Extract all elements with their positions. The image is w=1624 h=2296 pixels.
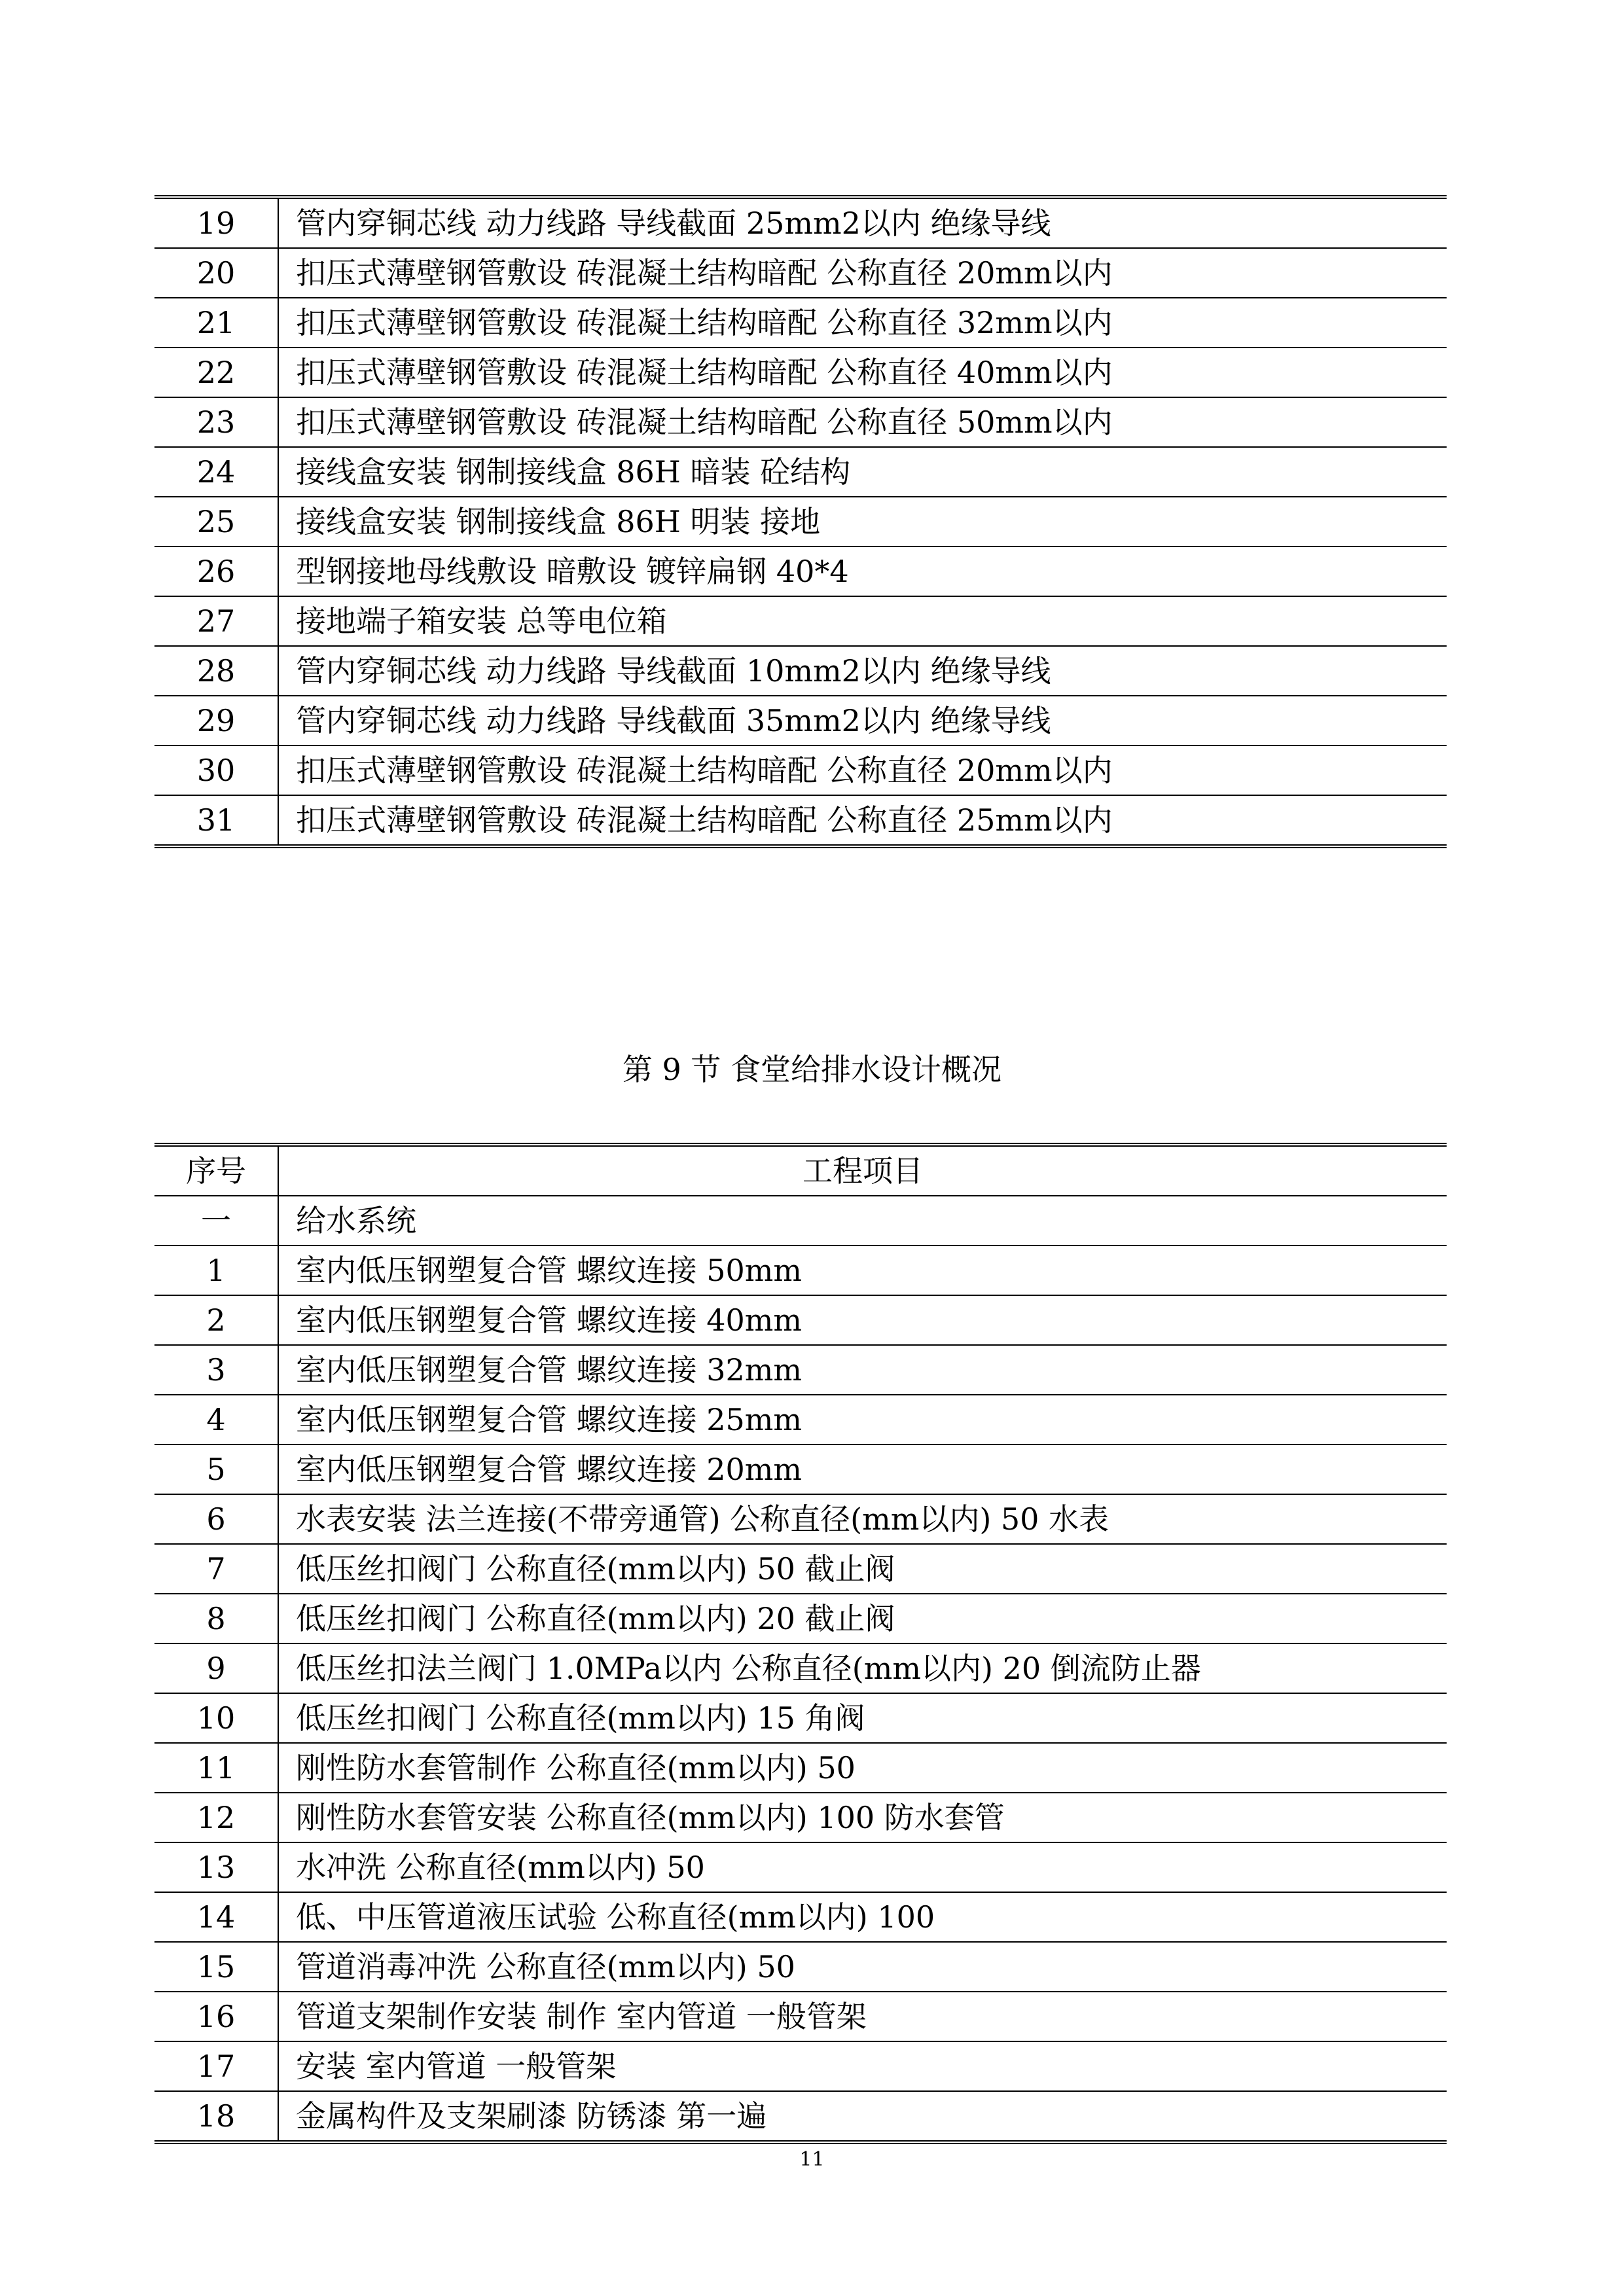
table-row [154, 1892, 1447, 1942]
header-number: 序号 [154, 1145, 278, 1196]
row-number: 28 [154, 646, 278, 696]
row-number: 13 [154, 1842, 278, 1892]
row-number: 31 [154, 795, 278, 846]
row-item: 低压丝扣阀门 公称直径(mm以内) 20 截止阀 [278, 1594, 1447, 1643]
row-item: 水冲洗 公称直径(mm以内) 50 [278, 1842, 1447, 1892]
row-number: 4 [154, 1395, 278, 1444]
row-number: 一 [154, 1196, 278, 1246]
table-row [154, 1942, 1447, 1992]
table-row [154, 745, 1447, 795]
row-item: 扣压式薄壁钢管敷设 砖混凝土结构暗配 公称直径 32mm以内 [278, 298, 1447, 348]
row-number: 9 [154, 1643, 278, 1693]
row-number: 30 [154, 745, 278, 795]
table-row [154, 2041, 1447, 2091]
row-item: 安装 室内管道 一般管架 [278, 2041, 1447, 2091]
row-item: 刚性防水套管安装 公称直径(mm以内) 100 防水套管 [278, 1793, 1447, 1842]
table-row [154, 397, 1447, 447]
row-item: 室内低压钢塑复合管 螺纹连接 32mm [278, 1345, 1447, 1395]
row-number: 23 [154, 397, 278, 447]
row-number: 5 [154, 1444, 278, 1494]
row-item: 水表安装 法兰连接(不带旁通管) 公称直径(mm以内) 50 水表 [278, 1494, 1447, 1544]
row-number: 14 [154, 1892, 278, 1942]
table-row [154, 1395, 1447, 1444]
row-number: 10 [154, 1693, 278, 1743]
row-number: 21 [154, 298, 278, 348]
row-item: 扣压式薄壁钢管敷设 砖混凝土结构暗配 公称直径 50mm以内 [278, 397, 1447, 447]
row-item: 扣压式薄壁钢管敷设 砖混凝土结构暗配 公称直径 20mm以内 [278, 745, 1447, 795]
table-row [154, 1842, 1447, 1892]
table-row [154, 1444, 1447, 1494]
row-number: 29 [154, 696, 278, 745]
table-row [154, 1246, 1447, 1295]
table-row [154, 1196, 1447, 1246]
table-row [154, 248, 1447, 298]
table-row [154, 1743, 1447, 1793]
water-supply-items-table [154, 1143, 1447, 2144]
table-row [154, 348, 1447, 397]
row-item: 接线盒安装 钢制接线盒 86H 暗装 砼结构 [278, 447, 1447, 497]
table-row [154, 795, 1447, 846]
table-header-row [154, 1145, 1447, 1196]
row-number: 25 [154, 497, 278, 547]
row-number: 11 [154, 1743, 278, 1793]
row-number: 18 [154, 2091, 278, 2142]
row-item: 室内低压钢塑复合管 螺纹连接 25mm [278, 1395, 1447, 1444]
row-number: 17 [154, 2041, 278, 2091]
section-title: 第 9 节 食堂给排水设计概况 [622, 1052, 1002, 1087]
row-item: 管道消毒冲洗 公称直径(mm以内) 50 [278, 1942, 1447, 1992]
table-row [154, 497, 1447, 547]
table-row [154, 1594, 1447, 1643]
row-item: 接地端子箱安装 总等电位箱 [278, 596, 1447, 646]
table-row [154, 696, 1447, 745]
row-number: 16 [154, 1992, 278, 2041]
row-item: 低压丝扣阀门 公称直径(mm以内) 50 截止阀 [278, 1544, 1447, 1594]
row-item: 给水系统 [278, 1196, 1447, 1246]
table-row [154, 1793, 1447, 1842]
row-number: 2 [154, 1295, 278, 1345]
row-item: 刚性防水套管制作 公称直径(mm以内) 50 [278, 1743, 1447, 1793]
row-number: 26 [154, 547, 278, 596]
table-row [154, 547, 1447, 596]
row-item: 扣压式薄壁钢管敷设 砖混凝土结构暗配 公称直径 20mm以内 [278, 248, 1447, 298]
row-number: 20 [154, 248, 278, 298]
row-item: 管内穿铜芯线 动力线路 导线截面 10mm2以内 绝缘导线 [278, 646, 1447, 696]
row-number: 24 [154, 447, 278, 497]
table-row [154, 596, 1447, 646]
row-item: 接线盒安装 钢制接线盒 86H 明装 接地 [278, 497, 1447, 547]
table-row [154, 298, 1447, 348]
row-item: 金属构件及支架刷漆 防锈漆 第一遍 [278, 2091, 1447, 2142]
table-row [154, 197, 1447, 248]
row-item: 室内低压钢塑复合管 螺纹连接 20mm [278, 1444, 1447, 1494]
row-number: 22 [154, 348, 278, 397]
row-item: 扣压式薄壁钢管敷设 砖混凝土结构暗配 公称直径 40mm以内 [278, 348, 1447, 397]
row-number: 6 [154, 1494, 278, 1544]
table-row [154, 447, 1447, 497]
table-row [154, 2091, 1447, 2142]
row-item: 管内穿铜芯线 动力线路 导线截面 25mm2以内 绝缘导线 [278, 197, 1447, 248]
row-item: 室内低压钢塑复合管 螺纹连接 40mm [278, 1295, 1447, 1345]
row-number: 12 [154, 1793, 278, 1842]
header-item: 工程项目 [278, 1145, 1447, 1196]
table-row [154, 1693, 1447, 1743]
table-row [154, 1544, 1447, 1594]
row-number: 19 [154, 197, 278, 248]
row-item: 低压丝扣法兰阀门 1.0MPa以内 公称直径(mm以内) 20 倒流防止器 [278, 1643, 1447, 1693]
table-row [154, 1643, 1447, 1693]
row-item: 管道支架制作安装 制作 室内管道 一般管架 [278, 1992, 1447, 2041]
row-number: 1 [154, 1246, 278, 1295]
row-number: 8 [154, 1594, 278, 1643]
page-number: 11 [799, 2148, 825, 2171]
row-item: 低压丝扣阀门 公称直径(mm以内) 15 角阀 [278, 1693, 1447, 1743]
row-number: 3 [154, 1345, 278, 1395]
table-row [154, 1494, 1447, 1544]
row-number: 15 [154, 1942, 278, 1992]
row-item: 型钢接地母线敷设 暗敷设 镀锌扁钢 40*4 [278, 547, 1447, 596]
row-number: 27 [154, 596, 278, 646]
row-item: 管内穿铜芯线 动力线路 导线截面 35mm2以内 绝缘导线 [278, 696, 1447, 745]
electrical-items-table [154, 195, 1447, 848]
row-item: 低、中压管道液压试验 公称直径(mm以内) 100 [278, 1892, 1447, 1942]
table-row [154, 1992, 1447, 2041]
table-row [154, 646, 1447, 696]
row-item: 室内低压钢塑复合管 螺纹连接 50mm [278, 1246, 1447, 1295]
table-row [154, 1295, 1447, 1345]
row-number: 7 [154, 1544, 278, 1594]
row-item: 扣压式薄壁钢管敷设 砖混凝土结构暗配 公称直径 25mm以内 [278, 795, 1447, 846]
table-row [154, 1345, 1447, 1395]
